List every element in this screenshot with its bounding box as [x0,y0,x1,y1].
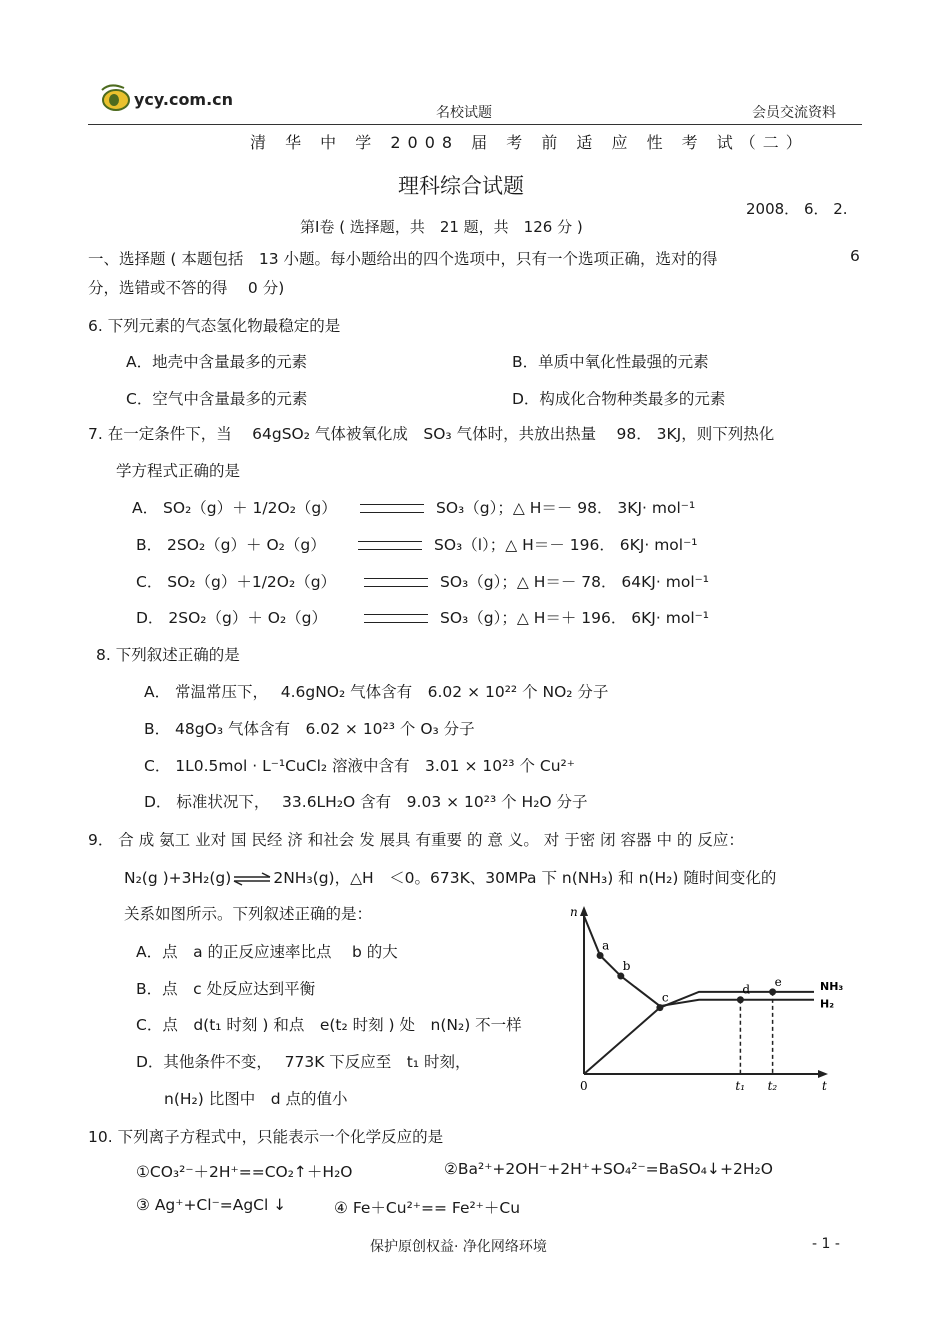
series-label-nh3: NH₃ [820,979,844,993]
q9-option-d-1: D．其他条件不变， 773K 下反应至 t₁ 时刻， [136,1053,471,1071]
volume-label: 第Ⅰ卷 ( 选择题，共 21 题，共 126 分 ) [300,218,583,236]
exam-date: 2008． 6． 2. [746,200,848,218]
q7-b-reactants: B． 2SO₂（g）＋ O₂（g） [136,536,326,554]
q10-option-4: ④ Fe＋Cu²⁺== Fe²⁺＋Cu [334,1199,521,1217]
x-tick-t1: t₁ [735,1079,746,1093]
q8-option-a: A． 常温常压下， 4.6gNO₂ 气体含有 6.02 × 10²² 个 NO₂ 分子 [144,683,609,701]
q7-stem-2: 学方程式正确的是 [116,462,241,480]
origin-label: 0 [580,1079,588,1093]
paper-title: 理科综合试题 [398,174,524,198]
point-a [597,952,604,959]
q7-a-reactants: A． SO₂（g）＋ 1/2O₂（g） [132,499,337,517]
q7-stem-1: 7. 在一定条件下，当 64gSO₂ 气体被氧化成 SO₃ 气体时，共放出热量 98． 3KJ，则下列热化 [88,425,775,443]
equals-sign [364,614,428,623]
q9-stem-3: 关系如图所示。下列叙述正确的是： [124,905,373,923]
q8-option-b: B． 48gO₃ 气体含有 6.02 × 10²³ 个 O₃ 分子 [144,720,475,738]
q6-stem: 6. 下列元素的气态氢化物最稳定的是 [88,317,341,335]
point-label-c: c [661,990,669,1005]
q9-option-c: C．点 d(t₁ 时刻 ) 和点 e(t₂ 时刻 ) 处 n(N₂) 不一样 [136,1016,522,1034]
q10-option-2: ②Ba²⁺+2OH⁻+2H⁺+SO₄²⁻=BaSO₄↓+2H₂O [444,1160,773,1178]
q9-option-b: B．点 c 处反应达到平衡 [136,980,316,998]
point-c [656,1004,663,1011]
point-label-b: b [622,959,631,974]
x-tick-t2: t₂ [767,1079,778,1093]
series-line-nh3 [584,992,814,1074]
q7-option-a [132,496,695,518]
point-label-a: a [602,938,610,953]
equals-sign [360,504,424,513]
q7-d-products: SO₃（g）；△ H＝＋ 196． 6KJ· mol⁻¹ [440,609,710,627]
q9-stem-1: 9． 合 成 氨工 业对 国 民经 济 和社会 发 展具 有重要 的 意 义。 对 于密 闭 容器 中 的 反应： [88,831,744,849]
q7-option-d [136,606,709,628]
site-name: ycy.com.cn [134,90,234,109]
point-b [617,973,624,980]
q9-products-and-conditions: 2NH₃(g)，△H ＜0。673K、30MPa 下 n(NH₃) 和 n(H₂) 随时间变化的 [273,869,777,887]
q8-stem: 8. 下列叙述正确的是 [96,646,240,664]
section-instructions-1: 一、选择题 ( 本题包括 13 小题。每小题给出的四个选项中，只有一个选项正确，选对的得 [88,250,718,268]
q7-a-products: SO₃（g）；△ H＝－ 98． 3KJ· mol⁻¹ [436,499,696,517]
q6-option-b: B．单质中氧化性最强的元素 [512,353,709,371]
x-axis-arrow-icon [818,1070,828,1078]
exam-title: 清 华 中 学 2008 届 考 前 适 应 性 考 试（二） [250,133,809,152]
footer-slogan: 保护原创权益· 净化网络环境 [370,1239,547,1255]
point-label-d: d [742,982,751,997]
header-right: 会员交流资料 [752,105,836,121]
q8-option-d: D． 标准状况下， 33.6LH₂O 含有 9.03 × 10²³ 个 H₂O 分子 [144,793,588,811]
q7-option-b [136,533,698,555]
y-axis-arrow-icon [580,906,588,916]
section-instructions-score: 6 [850,247,860,265]
equals-sign [358,541,422,550]
x-axis-label: t [822,1079,827,1093]
series-label-h2: H₂ [820,997,835,1011]
header-divider [88,124,862,125]
q9-option-d-2: n(H₂) 比图中 d 点的值小 [164,1090,348,1108]
q6-option-c: C．空气中含量最多的元素 [126,390,308,408]
reversible-arrow-icon [233,873,271,885]
page-number: - 1 - [812,1236,840,1252]
q7-c-reactants: C． SO₂（g）＋1/2O₂（g） [136,573,337,591]
q9-reactants: N₂(g )+3H₂(g) [124,869,232,887]
q10-stem: 10. 下列离子方程式中，只能表示一个化学反应的是 [88,1128,444,1146]
q7-b-products: SO₃（l）；△ H＝－ 196． 6KJ· mol⁻¹ [434,536,698,554]
q7-c-products: SO₃（g）；△ H＝－ 78． 64KJ· mol⁻¹ [440,573,710,591]
header-center: 名校试题 [436,105,492,121]
q10-option-3: ③ Ag⁺+Cl⁻=AgCl ↓ [136,1196,287,1214]
ammonia-equilibrium-chart [568,905,844,1096]
q6-option-d: D．构成化合物种类最多的元素 [512,390,726,408]
equals-sign [364,578,428,587]
q9-stem-2 [124,866,776,888]
q10-option-1: ①CO₃²⁻＋2H⁺==CO₂↑＋H₂O [136,1163,353,1181]
y-axis-label: n [570,905,578,919]
section-instructions-2: 分，选错或不答的得 0 分) [88,279,285,297]
q7-option-c [136,570,709,592]
q8-option-c: C． 1L0.5mol · L⁻¹CuCl₂ 溶液中含有 3.01 × 10²³ 个 Cu²⁺ [144,757,575,775]
q6-option-a: A．地壳中含量最多的元素 [126,353,308,371]
q7-d-reactants: D． 2SO₂（g）＋ O₂（g） [136,609,327,627]
q9-option-a: A．点 a 的正反应速率比点 b 的大 [136,943,398,961]
point-label-e: e [774,974,782,989]
